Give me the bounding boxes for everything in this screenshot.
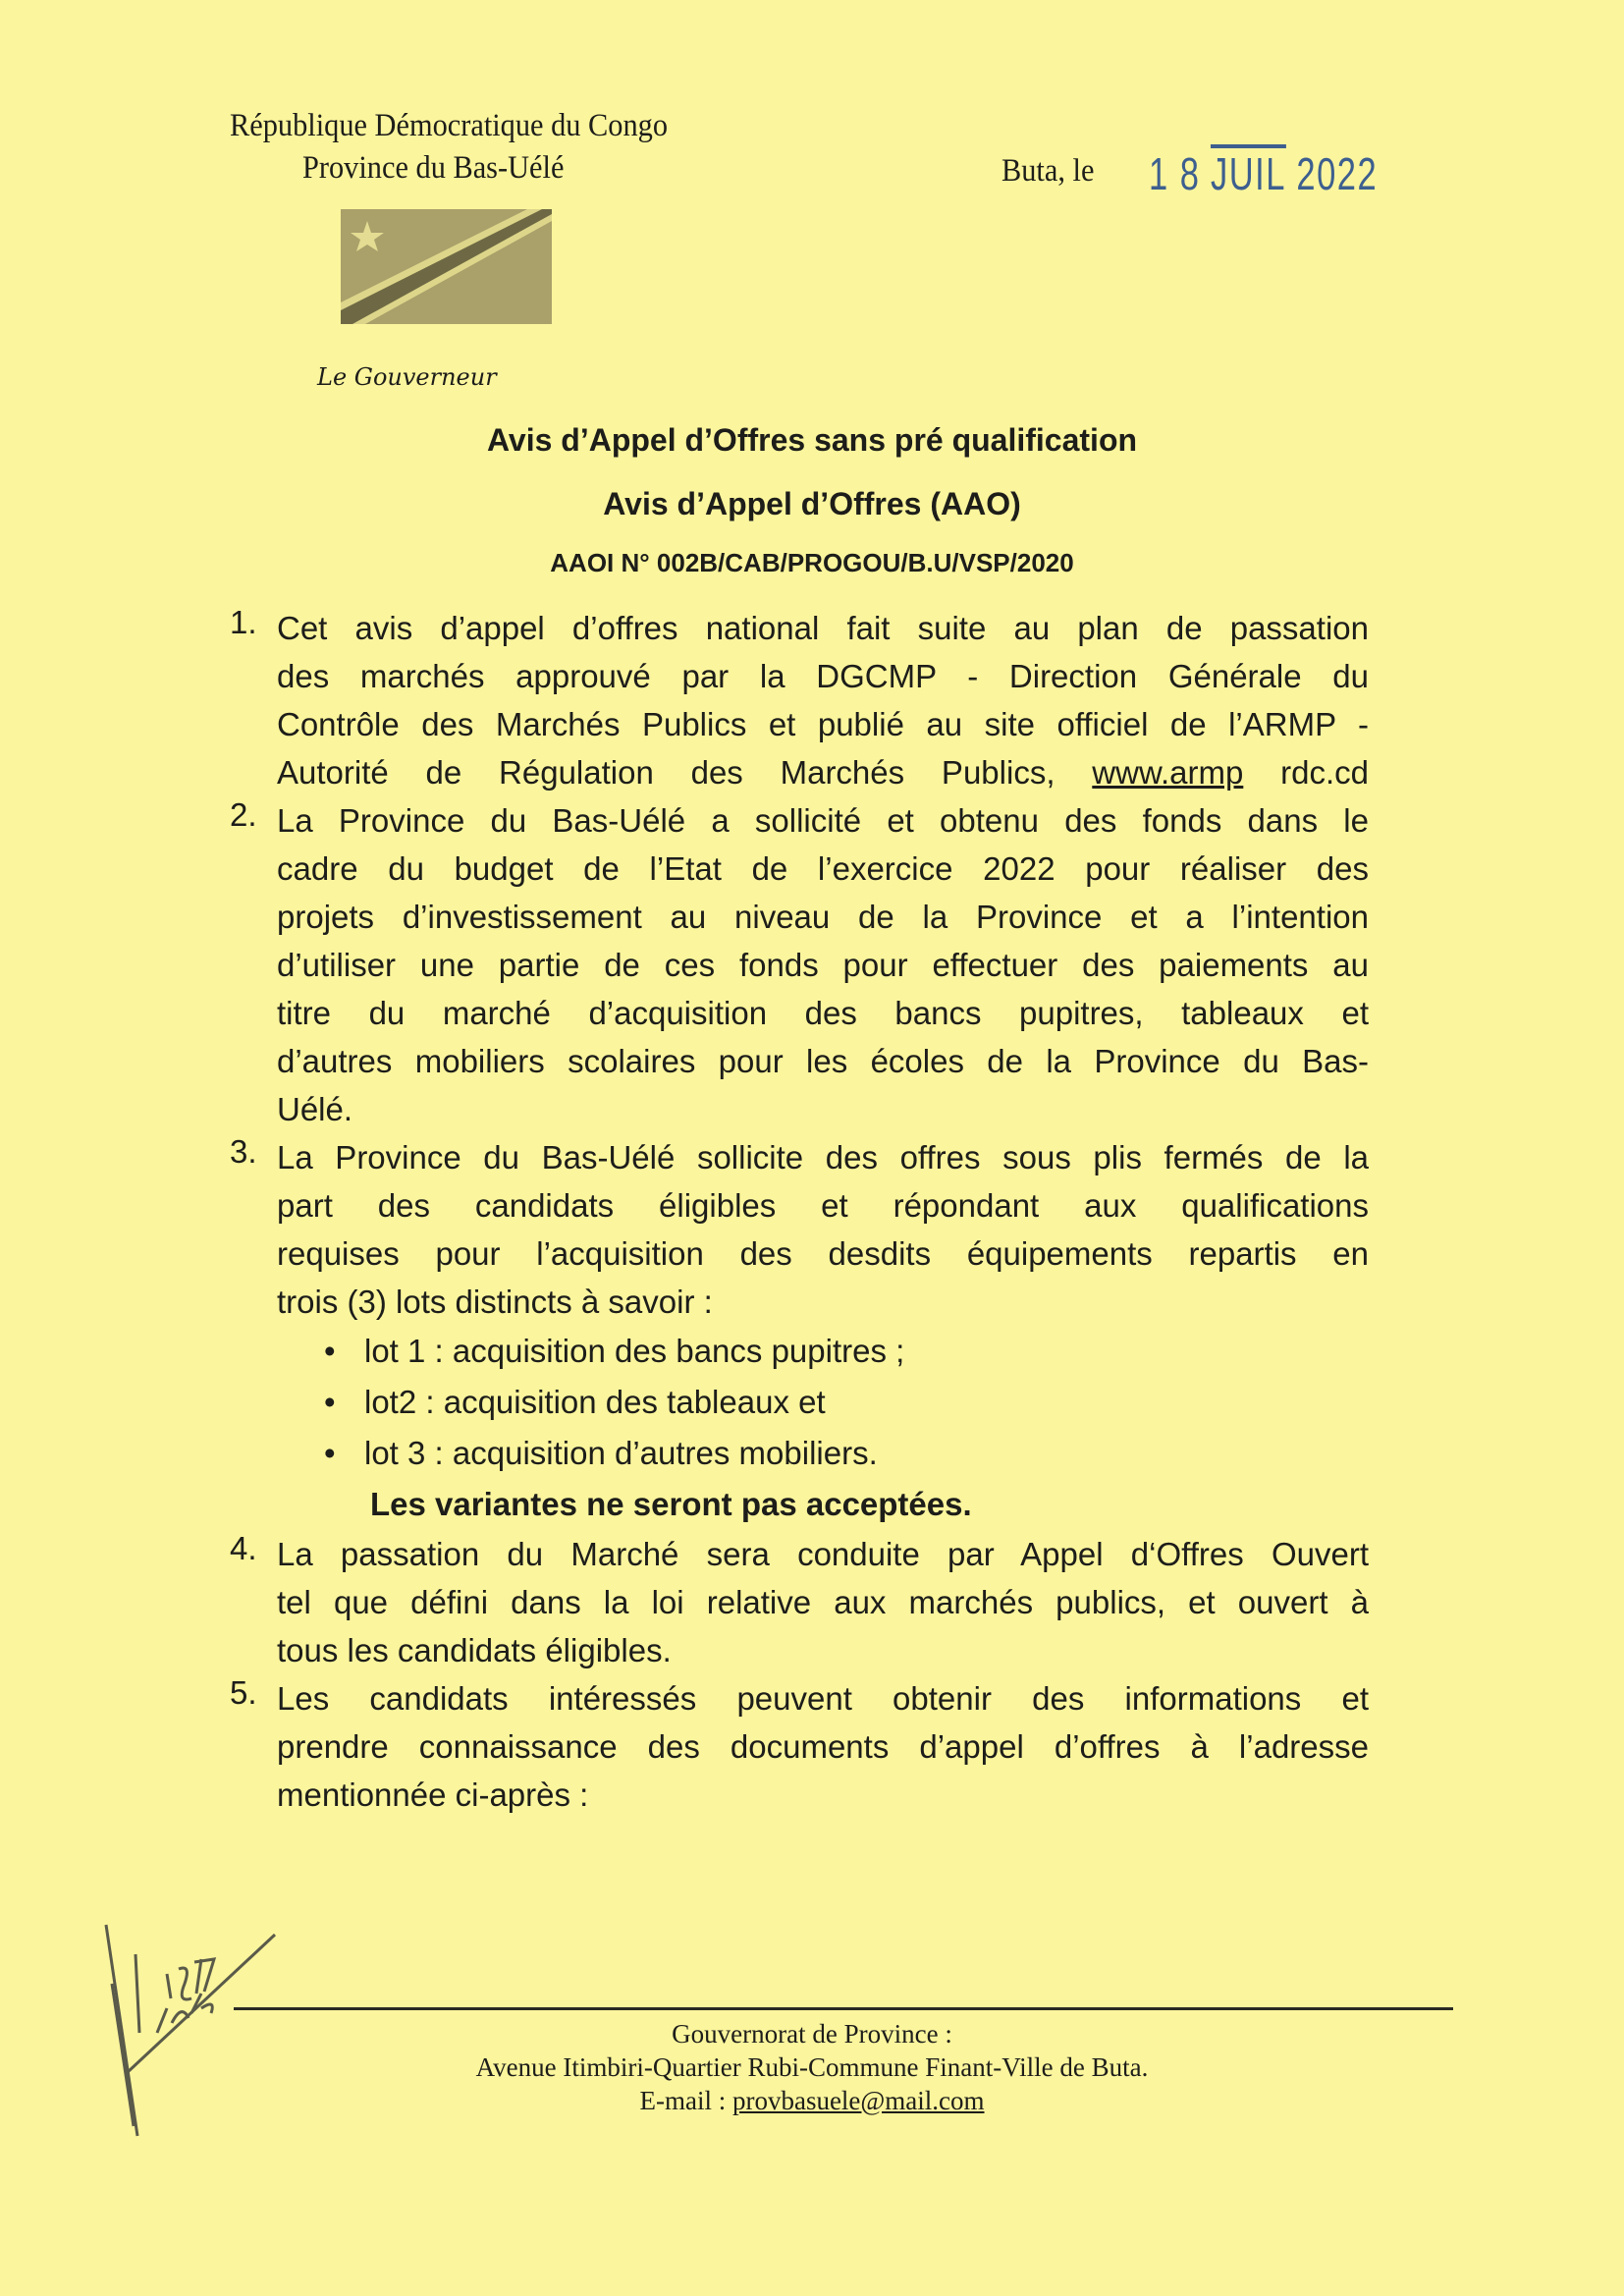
footer-address (0, 2017, 1624, 2117)
footer-office: Gouvernorat de Province : (672, 2019, 952, 2049)
bullet-icon: • (324, 1333, 336, 1369)
item-number: 5. (230, 1674, 257, 1711)
variants-note: Les variantes ne seront pas acceptées. (370, 1486, 972, 1522)
text-line: prendre connaissance des documents d’appel d’offres à l’adresse (277, 1728, 1369, 1765)
text-line: part des candidats éligibles et répondant aux qualifications (277, 1187, 1369, 1224)
text-segment: Autorité de Régulation des Marchés Publics, (277, 754, 1093, 791)
bullet-text: lot 1 : acquisition des bancs pupitres ; (364, 1333, 905, 1369)
list-item (230, 796, 1369, 1133)
lot-bullet (324, 1377, 1369, 1428)
text-line: trois (3) lots distincts à savoir : (277, 1284, 713, 1320)
text-line: des marchés approuvé par la DGCMP - Direction Générale du (277, 658, 1369, 694)
text-line: La Province du Bas-Uélé a sollicité et obtenu des fonds dans le (277, 802, 1369, 839)
place-label: Buta, le (1001, 153, 1095, 189)
lot-bullet (324, 1326, 1369, 1377)
stamp-year: 2022 (1296, 148, 1379, 199)
text-line: tous les candidats éligibles. (277, 1632, 672, 1668)
document-title: Avis d’Appel d’Offres sans pré qualification (486, 422, 1138, 458)
reference-number: AAOI N° 002B/CAB/PROGOU/B.U/VSP/2020 (550, 548, 1074, 577)
email-label: E-mail : (639, 2086, 732, 2115)
text-line: tel que défini dans la loi relative aux marchés publics, et ouvert à (277, 1584, 1369, 1620)
country-name: République Démocratique du Congo (230, 108, 669, 143)
list-item (230, 1530, 1369, 1674)
flag-emblem (341, 209, 552, 324)
text-line: cadre du budget de l’Etat de l’exercice 2022 pour réaliser des (277, 850, 1369, 887)
stamp-month: JUIL (1210, 148, 1286, 199)
bullet-text: lot 3 : acquisition d’autres mobiliers. (364, 1435, 878, 1471)
bullet-icon: • (324, 1435, 336, 1471)
text-line: projets d’investissement au niveau de la Province et a l’intention (277, 899, 1369, 935)
text-line (277, 748, 1369, 796)
issuer-title: Le Gouverneur (317, 363, 497, 391)
item-number: 3. (230, 1133, 257, 1170)
text-line: d’autres mobiliers scolaires pour les écoles de la Province du Bas- (277, 1043, 1369, 1079)
notice-body (230, 604, 1369, 1819)
text-line: d’utiliser une partie de ces fonds pour effectuer des paiements au (277, 947, 1369, 983)
document-subtitle: Avis d’Appel d’Offres (AAO) (603, 486, 1021, 521)
item-number: 4. (230, 1530, 257, 1566)
date-stamp (1149, 147, 1388, 200)
item-number: 1. (230, 604, 257, 640)
armp-link[interactable]: www.armp (1092, 754, 1244, 791)
text-segment: rdc.cd (1243, 754, 1369, 791)
text-line: La passation du Marché sera conduite par Appel d‘Offres Ouvert (277, 1536, 1369, 1572)
province-name: Province du Bas-Uélé (302, 150, 565, 186)
text-line: Les candidats intéressés peuvent obtenir des informations et (277, 1680, 1369, 1717)
list-item (230, 1674, 1369, 1819)
bullet-icon: • (324, 1384, 336, 1420)
text-line: mentionnée ci-après : (277, 1777, 589, 1813)
item-number: 2. (230, 796, 257, 833)
text-line: La Province du Bas-Uélé sollicite des offres sous plis fermés de la (277, 1139, 1369, 1175)
list-item (230, 604, 1369, 796)
footer-divider (234, 2007, 1453, 2010)
text-line: titre du marché d’acquisition des bancs pupitres, tableaux et (277, 995, 1369, 1031)
list-item (230, 1133, 1369, 1326)
lot-bullet (324, 1428, 1369, 1479)
bullet-text: lot2 : acquisition des tableaux et (364, 1384, 826, 1420)
text-line: Cet avis d’appel d’offres national fait suite au plan de passation (277, 610, 1369, 646)
stamp-day: 1 8 (1149, 148, 1201, 199)
text-line: requises pour l’acquisition des desdits équipements repartis en (277, 1235, 1369, 1272)
footer-street: Avenue Itimbiri-Quartier Rubi-Commune Finant-Ville de Buta. (475, 2052, 1149, 2082)
footer-email-line (0, 2084, 1624, 2117)
email-link[interactable]: provbasuele@mail.com (731, 2086, 985, 2115)
text-line: Contrôle des Marchés Publics et publié au site officiel de l’ARMP - (277, 706, 1369, 742)
text-line: Uélé. (277, 1091, 353, 1127)
